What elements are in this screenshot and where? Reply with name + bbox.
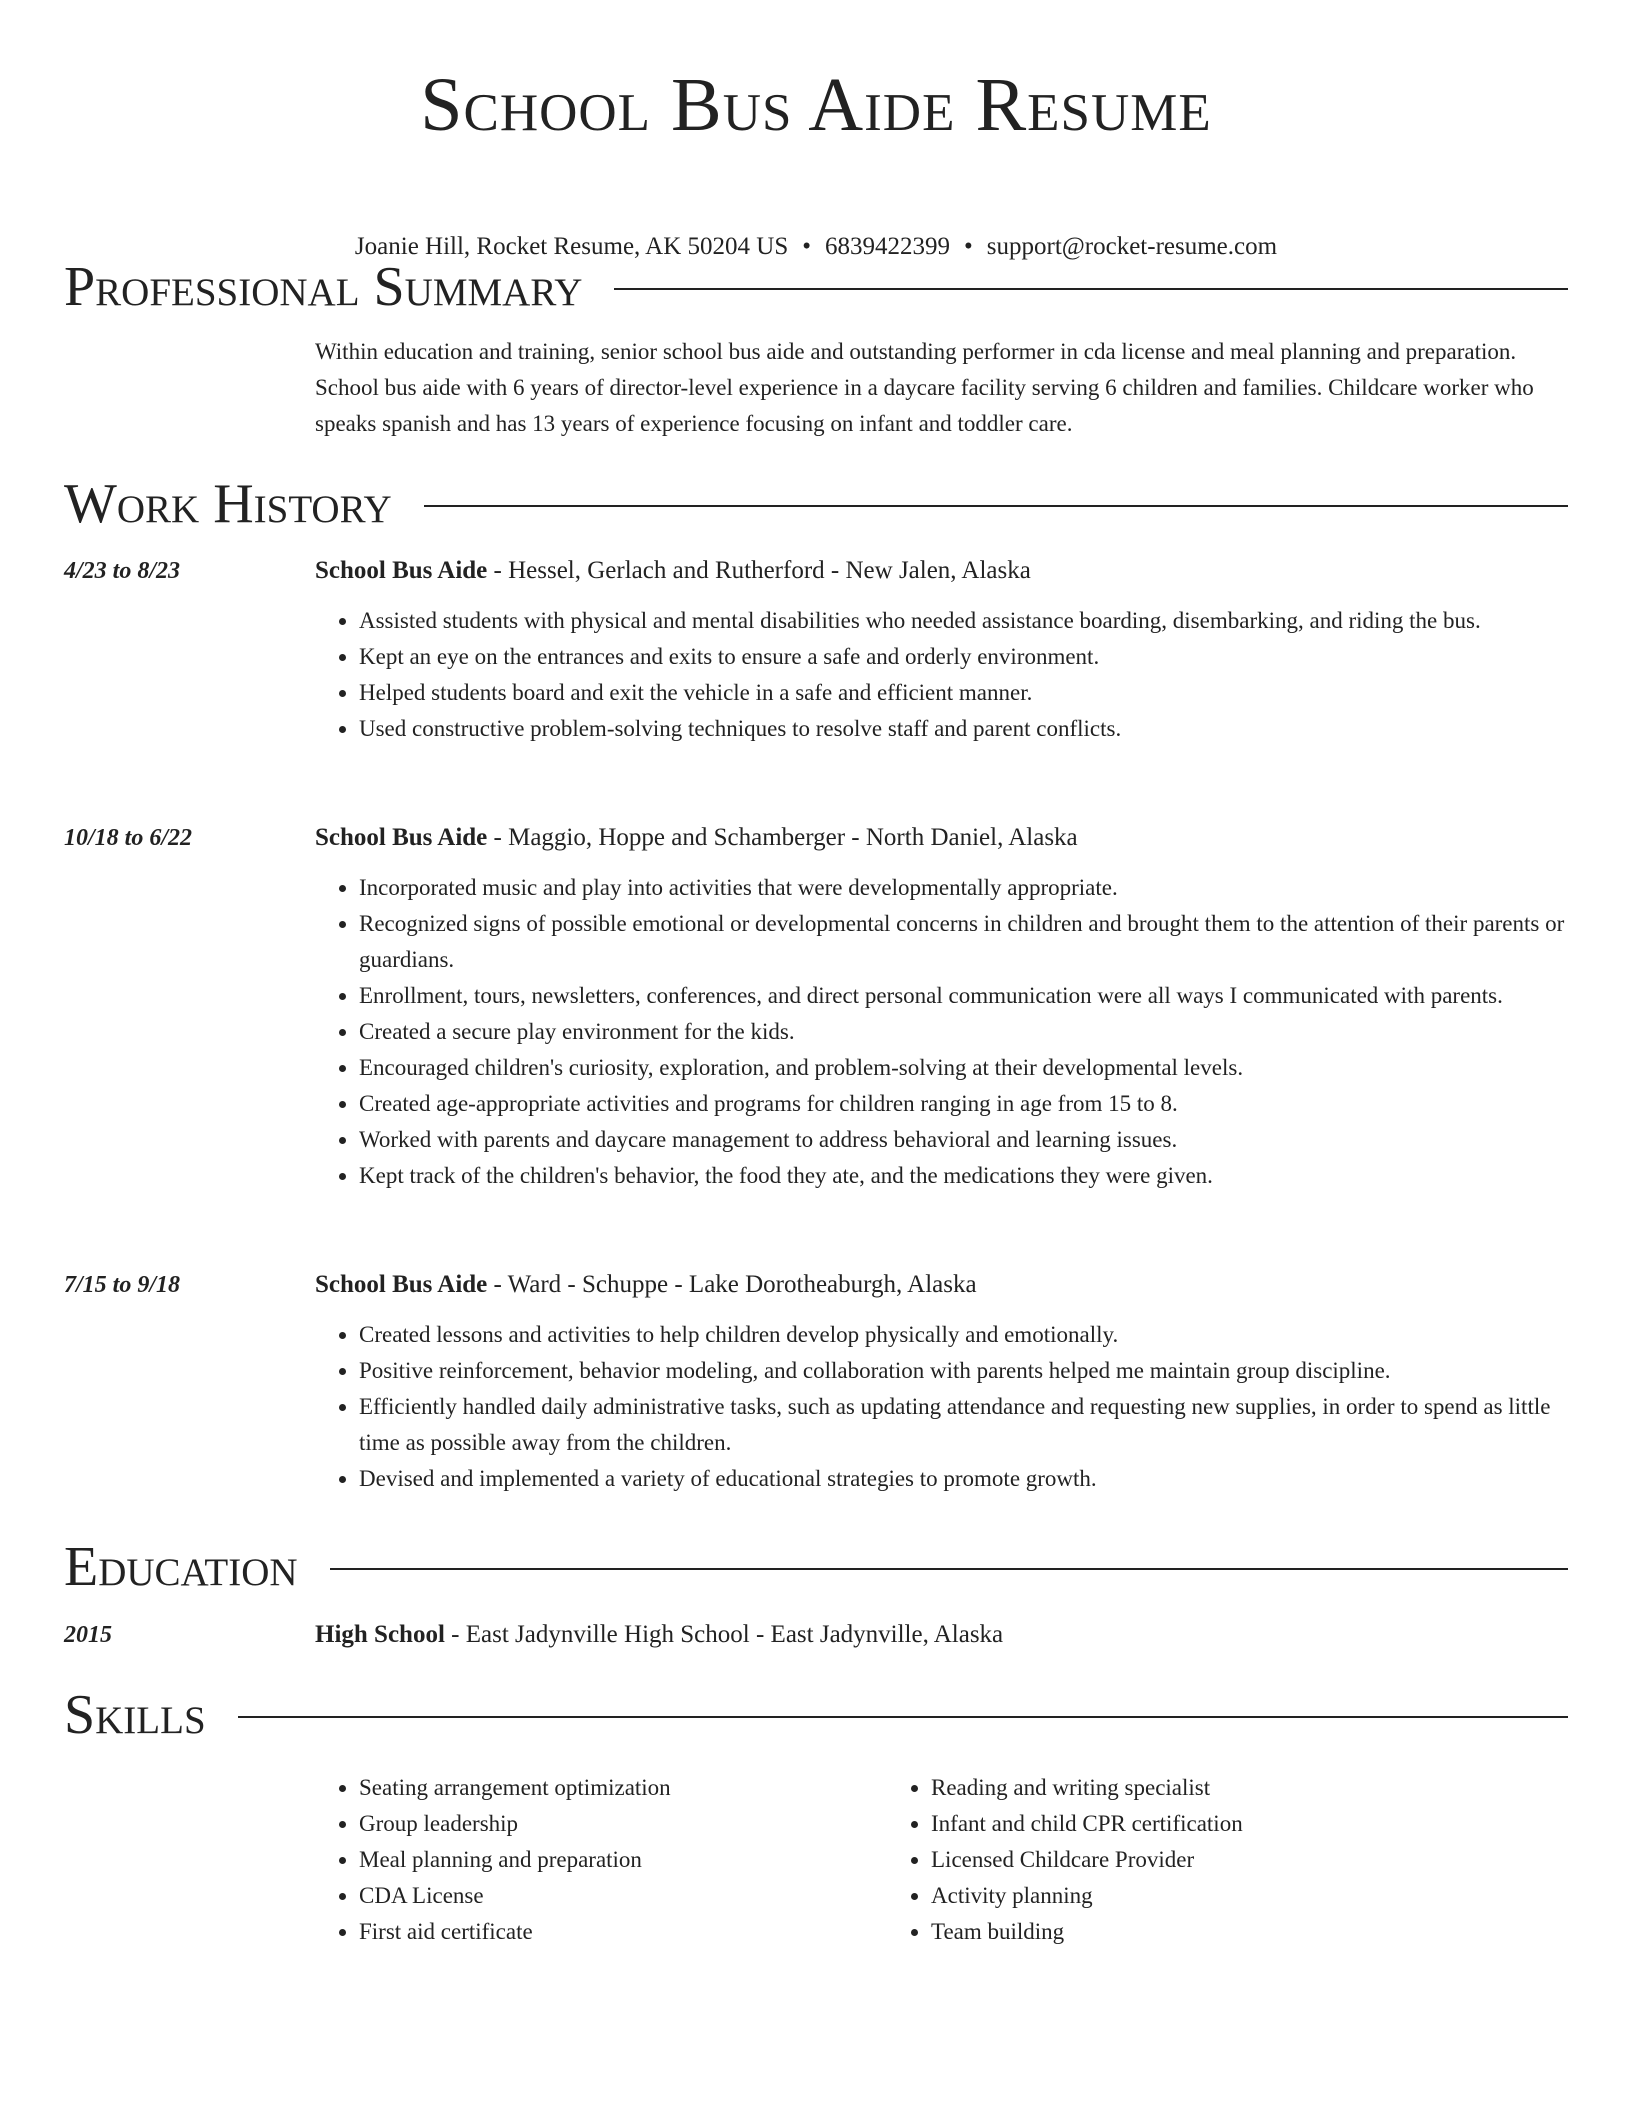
contact-phone: 6839422399 (825, 233, 950, 260)
duty-item: • Positive reinforcement, behavior modeling, and collaboration with parents helped me maintain group discipline. (359, 1353, 1568, 1389)
job-employer: - Maggio, Hoppe and Schamberger - North Daniel, Alaska (487, 824, 1078, 851)
duty-item: • Assisted students with physical and mental disabilities who needed assistance boarding, disembarking, and riding the bus. (359, 603, 1568, 639)
work-history-heading: Work History (64, 473, 392, 535)
skills-heading: Skills (64, 1684, 206, 1746)
job-duties (315, 603, 1568, 747)
job-dates: 10/18 to 6/22 (64, 825, 193, 851)
contact-address: Joanie Hill, Rocket Resume, AK 50204 US (354, 233, 789, 260)
duty-item: • Enrollment, tours, newsletters, conferences, and direct personal communication were all ways I communicated with parents. (359, 978, 1568, 1014)
education-headline (315, 1617, 1568, 1653)
summary-text: Within education and training, senior school bus aide and outstanding performer in cda license and meal planning and preparation. School bus aide with 6 years of director-level experience in a daycare facility serving 6 children and families. Childcare worker who speaks spanish and has 13 years of experience focusing on infant and toddler care. (315, 339, 1534, 436)
education-heading: Education (64, 1536, 298, 1598)
education-entry (64, 1617, 1568, 1653)
skill-item: • CDA License (359, 1878, 887, 1914)
skill-item: • Reading and writing specialist (931, 1770, 1459, 1806)
skill-item: • Meal planning and preparation (359, 1842, 887, 1878)
duty-item: • Kept an eye on the entrances and exits to ensure a safe and orderly environment. (359, 639, 1568, 675)
duty-item: • Created lessons and activities to help children develop physically and emotionally. (359, 1317, 1568, 1353)
summary-header (64, 252, 1568, 322)
job-employer: - Hessel, Gerlach and Rutherford - New Jalen, Alaska (487, 557, 1031, 584)
skills-left-column (315, 1770, 887, 1950)
education-degree: High School (315, 1621, 445, 1648)
duty-item: • Efficiently handled daily administrative tasks, such as updating attendance and requesting new supplies, in order to spend as little time as possible away from the children. (359, 1389, 1568, 1461)
contact-email: support@rocket-resume.com (986, 233, 1278, 260)
section-divider (424, 505, 1568, 507)
skill-item: • Seating arrangement optimization (359, 1770, 887, 1806)
duty-item: • Encouraged children's curiosity, exploration, and problem-solving at their developmental levels. (359, 1050, 1568, 1086)
skills-header (64, 1680, 1568, 1750)
job-duties (315, 870, 1568, 1194)
work-history-section (64, 469, 1568, 539)
job-entry-3 (64, 1267, 1568, 1497)
duty-item: • Created age-appropriate activities and programs for children ranging in age from 15 to 8. (359, 1086, 1568, 1122)
duty-item: • Devised and implemented a variety of educational strategies to promote growth. (359, 1461, 1568, 1497)
education-school: - East Jadynville High School - East Jadynville, Alaska (444, 1621, 1004, 1648)
skill-item: • Infant and child CPR certification (931, 1806, 1459, 1842)
job-dates: 4/23 to 8/23 (64, 558, 181, 584)
job-headline (315, 820, 1568, 856)
job-entry-2 (64, 820, 1568, 1194)
work-history-header (64, 469, 1568, 539)
duty-item: • Used constructive problem-solving techniques to resolve staff and parent conflicts. (359, 711, 1568, 747)
job-title: School Bus Aide (315, 557, 488, 584)
contact-separator: • (802, 233, 811, 260)
job-dates: 7/15 to 9/18 (64, 1272, 181, 1298)
skill-item: • Licensed Childcare Provider (931, 1842, 1459, 1878)
section-divider (614, 288, 1568, 290)
job-duties (315, 1317, 1568, 1497)
section-divider (330, 1568, 1568, 1570)
job-title: School Bus Aide (315, 1271, 488, 1298)
skill-item: • Team building (931, 1914, 1459, 1950)
duty-item: • Helped students board and exit the vehicle in a safe and efficient manner. (359, 675, 1568, 711)
education-date: 2015 (64, 1622, 112, 1648)
duty-item: • Incorporated music and play into activities that were developmentally appropriate. (359, 870, 1568, 906)
duty-item: • Created a secure play environment for the kids. (359, 1014, 1568, 1050)
job-title: School Bus Aide (315, 824, 488, 851)
section-divider (238, 1716, 1568, 1718)
job-employer: - Ward - Schuppe - Lake Dorotheaburgh, Alaska (487, 1271, 977, 1298)
job-entry-1 (64, 553, 1568, 747)
job-headline (315, 1267, 1568, 1303)
skills-columns (315, 1770, 1568, 1950)
summary-section (64, 252, 1568, 442)
skills-right-column (887, 1770, 1459, 1950)
duty-item: • Recognized signs of possible emotional or developmental concerns in children and brought them to the attention of their parents or guardians. (359, 906, 1568, 978)
contact-separator: • (964, 233, 973, 260)
skill-item: • Activity planning (931, 1878, 1459, 1914)
skill-item: • First aid certificate (359, 1914, 887, 1950)
job-headline (315, 553, 1568, 589)
resume-title: School Bus Aide Resume (420, 63, 1212, 147)
duty-item: • Worked with parents and daycare management to address behavioral and learning issues. (359, 1122, 1568, 1158)
skills-section (64, 1680, 1568, 1950)
skill-item: • Group leadership (359, 1806, 887, 1842)
education-section (64, 1532, 1568, 1602)
summary-heading: Professional Summary (64, 256, 583, 318)
duty-item: • Kept track of the children's behavior, the food they ate, and the medications they were given. (359, 1158, 1568, 1194)
education-header (64, 1532, 1568, 1602)
